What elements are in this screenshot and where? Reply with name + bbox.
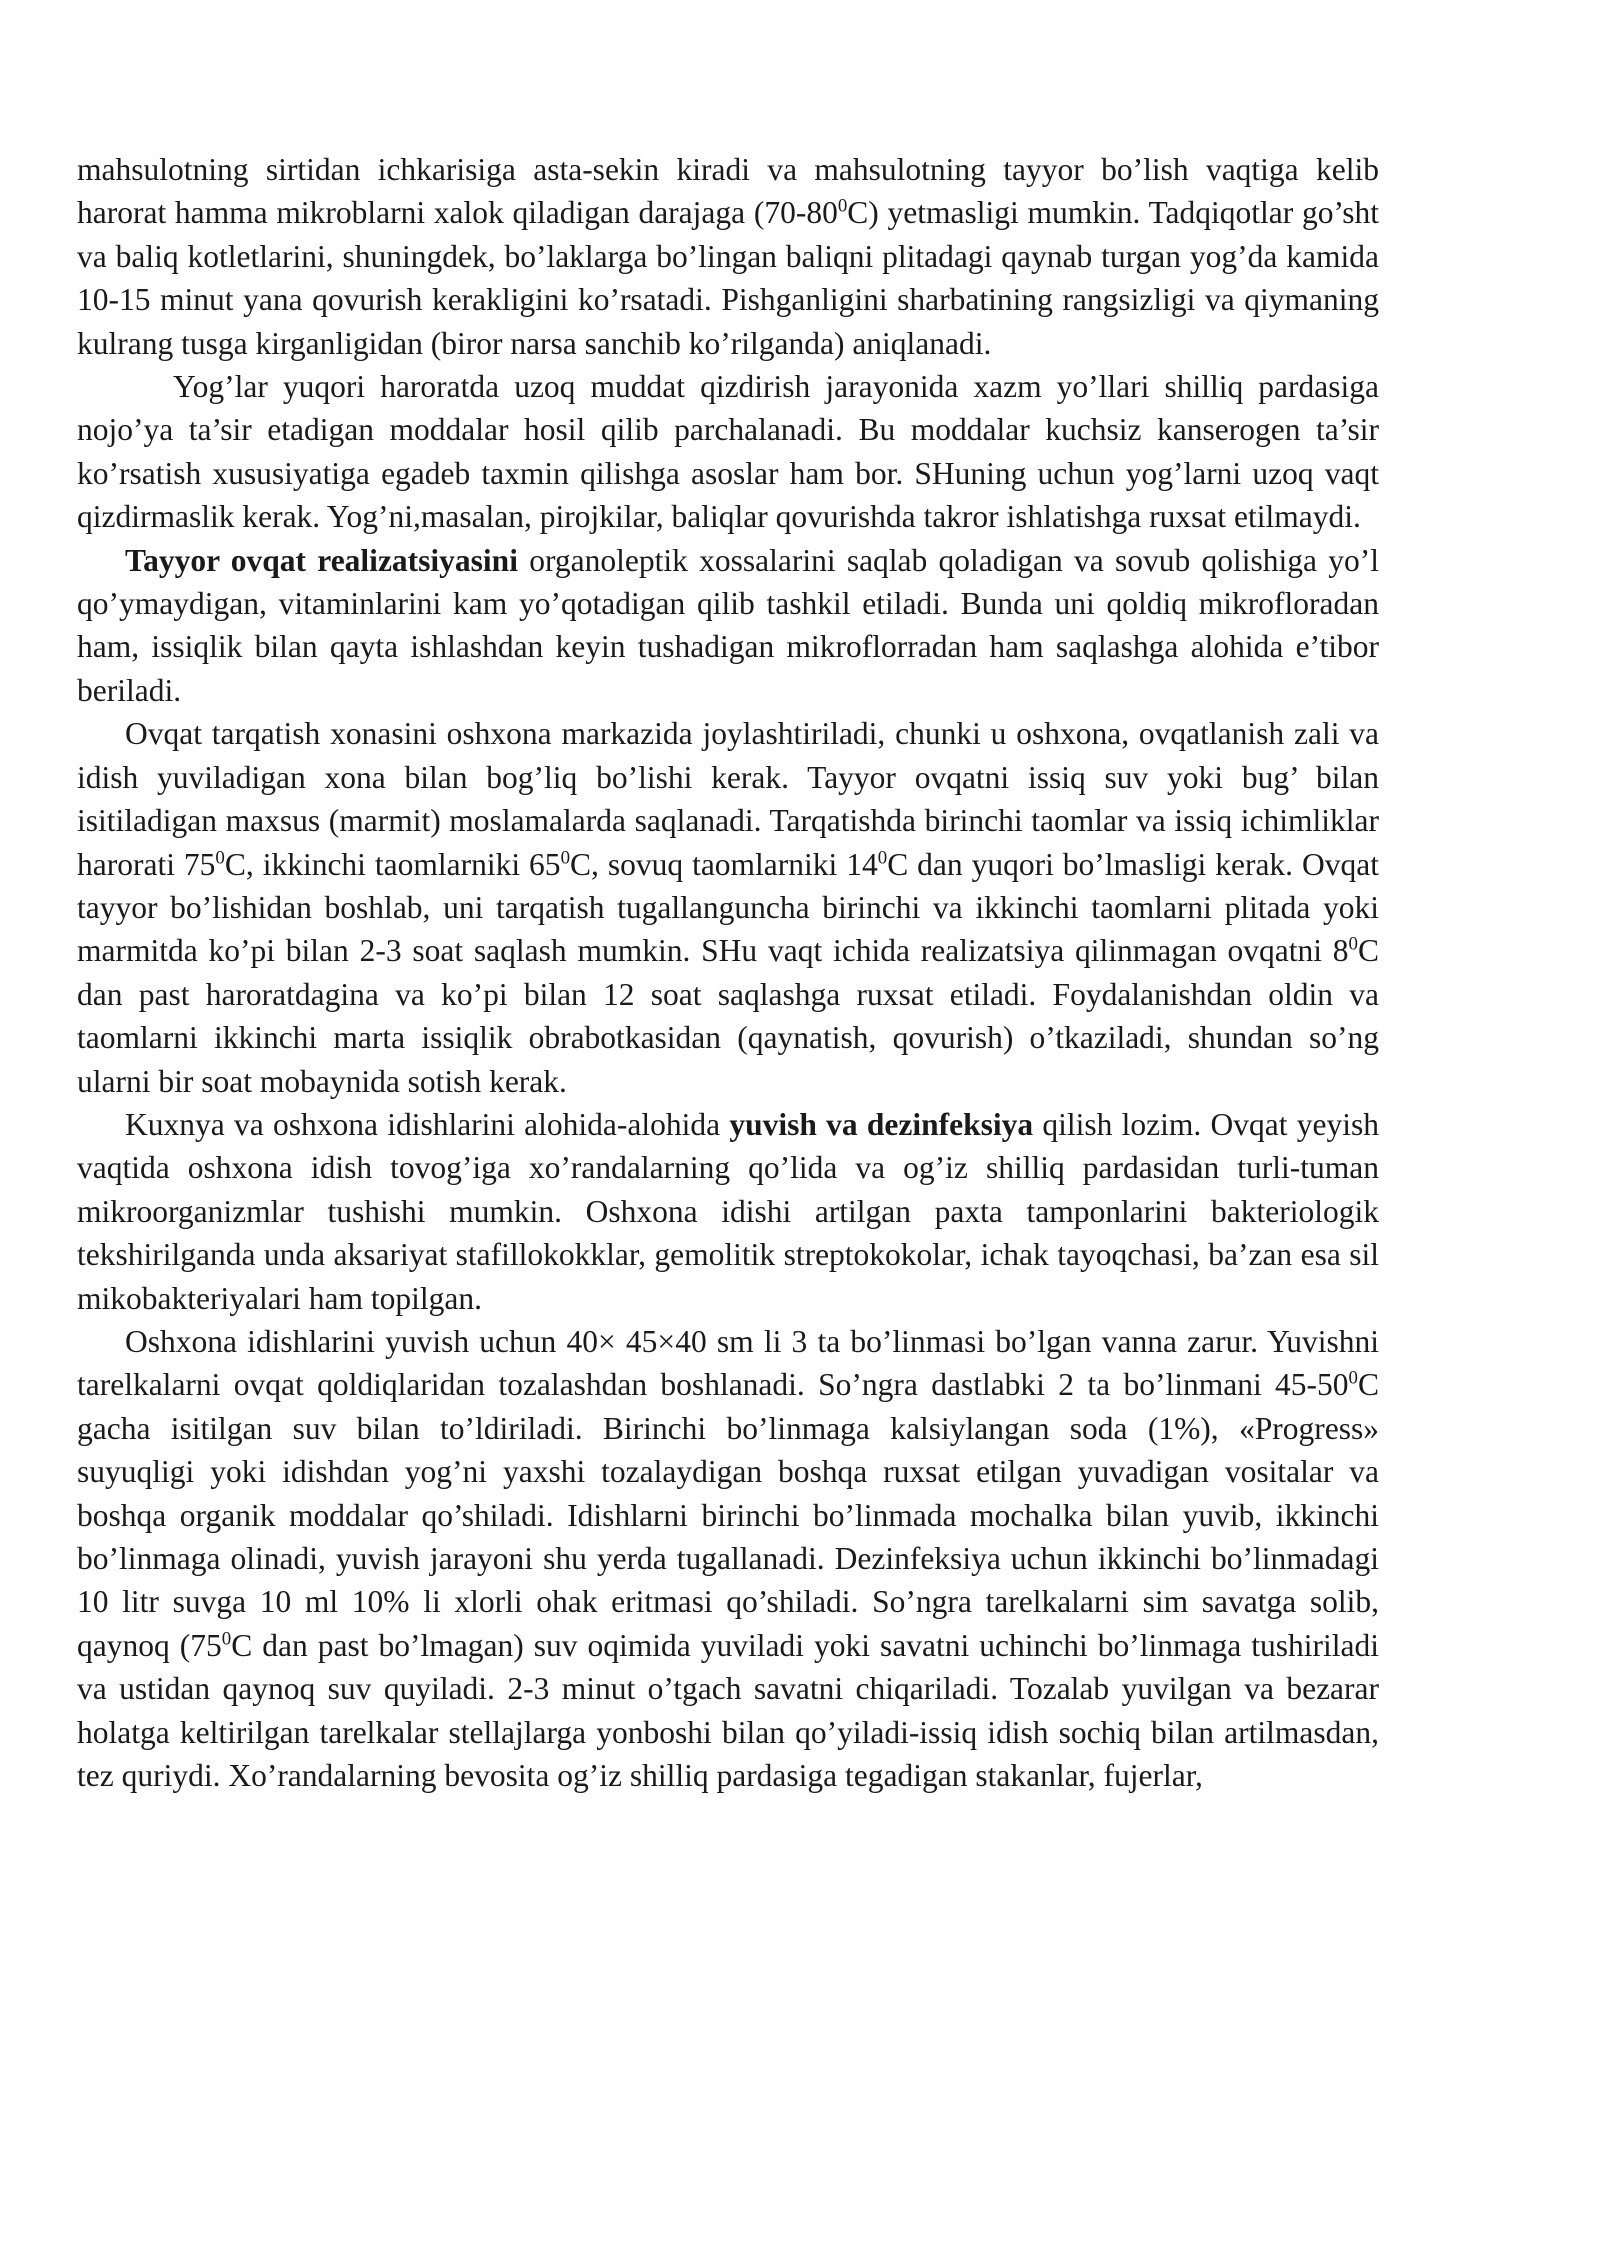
paragraph-cooking-temperature: mahsulotning sirtidan ichkarisiga asta-sekin kiradi va mahsulotning tayyor bo’lish vaqtiga kelib harorat hamma mikroblarni xalok qiladigan darajaga $(70-80^0C)$ yetmasligi mumkin. Tadqiqotlar go’sht va baliq kotletlarini, shuningdek, bo’laklarga bo’lingan baliqni plitadagi qaynab turgan yog’da kamida 10-15 minut yana qovurish kerakligini ko’rsatadi. Pishganligini sharbatining rangsizligi va qiymaning kulrang tusga kirganligidan (biror narsa sanchib ko’rilganda) aniqlanadi. (77, 152, 1379, 361)
paragraph-dish-washing-procedure: Oshxona idishlarini yuvish uchun 40× 45×40 sm li 3 ta bo’linmasi bo’lgan vanna zarur. Yuvishni tarelkalarni ovqat qoldiqlaridan tozalashdan boshlanadi. So’ngra dastlabki 2 ta bo’linmani $45-50^0C$ gacha isitilgan suv bilan to’ldiriladi. Birinchi bo’linmaga kalsiylangan soda (1%), «Progress» suyuqligi yoki idishdan yog’ni yaxshi tozalaydigan boshqa ruxsat etilgan yuvadigan vositalar va boshqa organik moddalar qo’shiladi. Idishlarni birinchi bo’linmada mochalka bilan yuvib, ikkinchi bo’linmaga olinadi, yuvish jarayoni shu yerda tugallanadi. Dezinfeksiya uchun ikkinchi bo’linmadagi 10 litr suvga 10 ml 10% li xlorli ohak eritmasi qo’shiladi. So’ngra tarelkalarni sim savatga solib, qaynoq ($75^0C$ dan past bo’lmagan) suv oqimida yuviladi yoki savatni uchinchi bo’linmaga tushiriladi va ustidan qaynoq suv quyiladi. 2-3 minut o’tgach savatni chiqariladi. Tozalab yuvilgan va bezarar holatga keltirilgan tarelkalar stellajlarga yonboshi bilan qo’yiladi-issiq idish sochiq bilan artilmasdan, tez quriydi. Xo’randalarning bevosita og’iz shilliq pardasiga tegadigan stakanlar, fujerlar, (77, 1323, 1379, 1794)
paragraph-fats-heating: Yog’lar yuqori haroratda uzoq muddat qizdirish jarayonida xazm yo’llari shilliq pardasiga nojo’ya ta’sir etadigan moddalar hosil qilib parchalanadi. Bu moddalar kuchsiz kanserogen ta’sir ko’rsatish xususiyatiga egadeb taxmin qilishga asoslar ham bor. SHuning uchun yog’larni uzoq vaqt qizdirmaslik kerak. Yog’ni,masalan, pirojkilar, baliqlar qovurishda takror ishlatishga ruxsat etilmaydi. (77, 369, 1379, 535)
paragraph-washing-disinfection: Kuxnya va oshxona idishlarini alohida-alohida yuvish va dezinfeksiya qilish lozim. Ovqat yeyish vaqtida oshxona idish tovog’iga xo’randalarning qo’lida va og’iz shilliq pardasidan turli-tuman mikroorganizmlar tushishi mumkin. Oshxona idishi artilgan paxta tamponlarini bakteriologik tekshirilganda unda aksariyat stafillokokklar, gemolitik streptokokolar, ichak tayoqchasi, ba’zan esa sil mikobakteriyalari ham topilgan. (77, 1106, 1379, 1316)
document-page (77, 148, 1379, 1797)
bold-term-realization: Tayyor ovqat realizatsiyasini (125, 542, 518, 578)
paragraph-food-realization: Tayyor ovqat realizatsiyasini organoleptik xossalarini saqlab qoladigan va sovub qolishiga yo’l qo’ymaydigan, vitaminlarini kam yo’qotadigan qilib tashkil etiladi. Bunda uni qoldiq mikrofloradan ham, issiqlik bilan qayta ishlashdan keyin tushadigan mikroflorradan ham saqlashga alohida e’tibor beriladi. (77, 542, 1379, 708)
paragraph-food-distribution: Ovqat tarqatish xonasini oshxona markazida joylashtiriladi, chunki u oshxona, ovqatlanish zali va idish yuviladigan xona bilan bog’liq bo’lishi kerak. Tayyor ovqatni issiq suv yoki bug’ bilan isitiladigan maxsus (marmit) moslamalarda saqlanadi. Tarqatishda birinchi taomlar va issiq ichimliklar harorati $75^0C$, ikkinchi taomlarniki $65^0C$, sovuq taomlarniki $14^0C$ dan yuqori bo’lmasligi kerak. Ovqat tayyor bo’lishidan boshlab, uni tarqatish tugallanguncha birinchi va ikkinchi taomlarni plitada yoki marmitda ko’pi bilan 2-3 soat saqlash mumkin. SHu vaqt ichida realizatsiya qilinmagan ovqatni $8^0C$ dan past haroratdagina va ko’pi bilan 12 soat saqlashga ruxsat etiladi. Foydalanishdan oldin va taomlarni ikkinchi marta issiqlik obrabotkasidan (qaynatish, qovurish) o’tkaziladi, shundan so’ng ularni bir soat mobaynida sotish kerak. (77, 716, 1379, 1099)
bold-term-washing: yuvish va dezinfeksiya (729, 1106, 1034, 1142)
